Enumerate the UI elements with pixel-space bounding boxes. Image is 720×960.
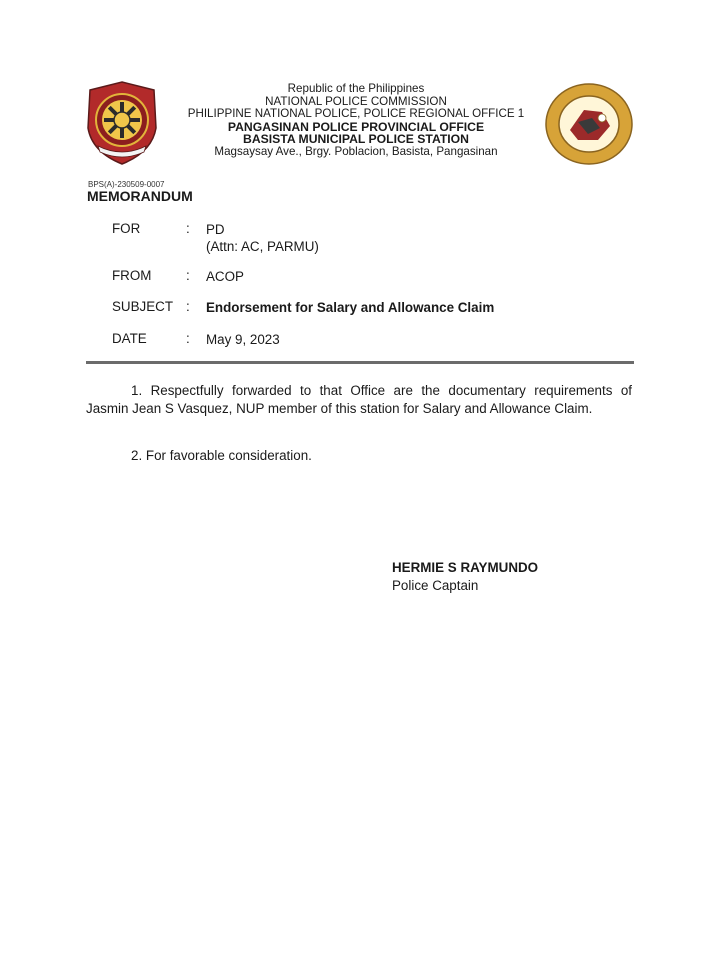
divider-rule	[86, 361, 634, 364]
from-label: FROM	[112, 268, 152, 283]
paragraph-1-first-line: 1. Respectfully forwarded to that Office are the documentary requirements of	[131, 383, 632, 398]
colon: :	[186, 299, 190, 314]
from-value: ACOP	[206, 269, 244, 284]
for-label: FOR	[112, 221, 141, 236]
pnp-seal-icon	[84, 80, 160, 166]
letterhead	[170, 83, 542, 159]
header-pnp-region: PHILIPPINE NATIONAL POLICE, POLICE REGIONAL OFFICE 1	[187, 107, 525, 121]
colon: :	[186, 221, 190, 236]
paragraph-2: 2. For favorable consideration.	[131, 448, 312, 463]
header-republic: Republic of the Philippines	[287, 82, 425, 95]
subject-label: SUBJECT	[112, 299, 174, 314]
header-provincial-office: PANGASINAN POLICE PROVINCIAL OFFICE	[227, 119, 485, 134]
reference-number: BPS(A)-230509-0007	[88, 180, 165, 189]
colon: :	[186, 268, 190, 283]
header-address: Magsaysay Ave., Brgy. Poblacion, Basista, Pangasinan	[214, 144, 498, 158]
paragraph-1	[86, 382, 632, 418]
colon: :	[186, 331, 190, 346]
basista-police-station-seal-icon	[544, 82, 634, 166]
paragraph-1-rest: Jasmin Jean S Vasquez, NUP member of this station for Salary and Allowance Claim.	[86, 401, 593, 416]
date-value: May 9, 2023	[206, 332, 280, 347]
header-station: BASISTA MUNICIPAL POLICE STATION	[243, 132, 469, 147]
for-recipient: PD	[206, 222, 225, 237]
date-label: DATE	[112, 331, 147, 346]
header-napolcom: NATIONAL POLICE COMMISSION	[265, 94, 447, 108]
document-type: MEMORANDUM	[87, 188, 193, 204]
for-attention: (Attn: AC, PARMU)	[206, 239, 319, 254]
subject-value: Endorsement for Salary and Allowance Claim	[206, 300, 495, 315]
for-value	[206, 221, 626, 255]
signatory-title: Police Captain	[392, 578, 479, 593]
signatory-name: HERMIE S RAYMUNDO	[392, 560, 539, 575]
